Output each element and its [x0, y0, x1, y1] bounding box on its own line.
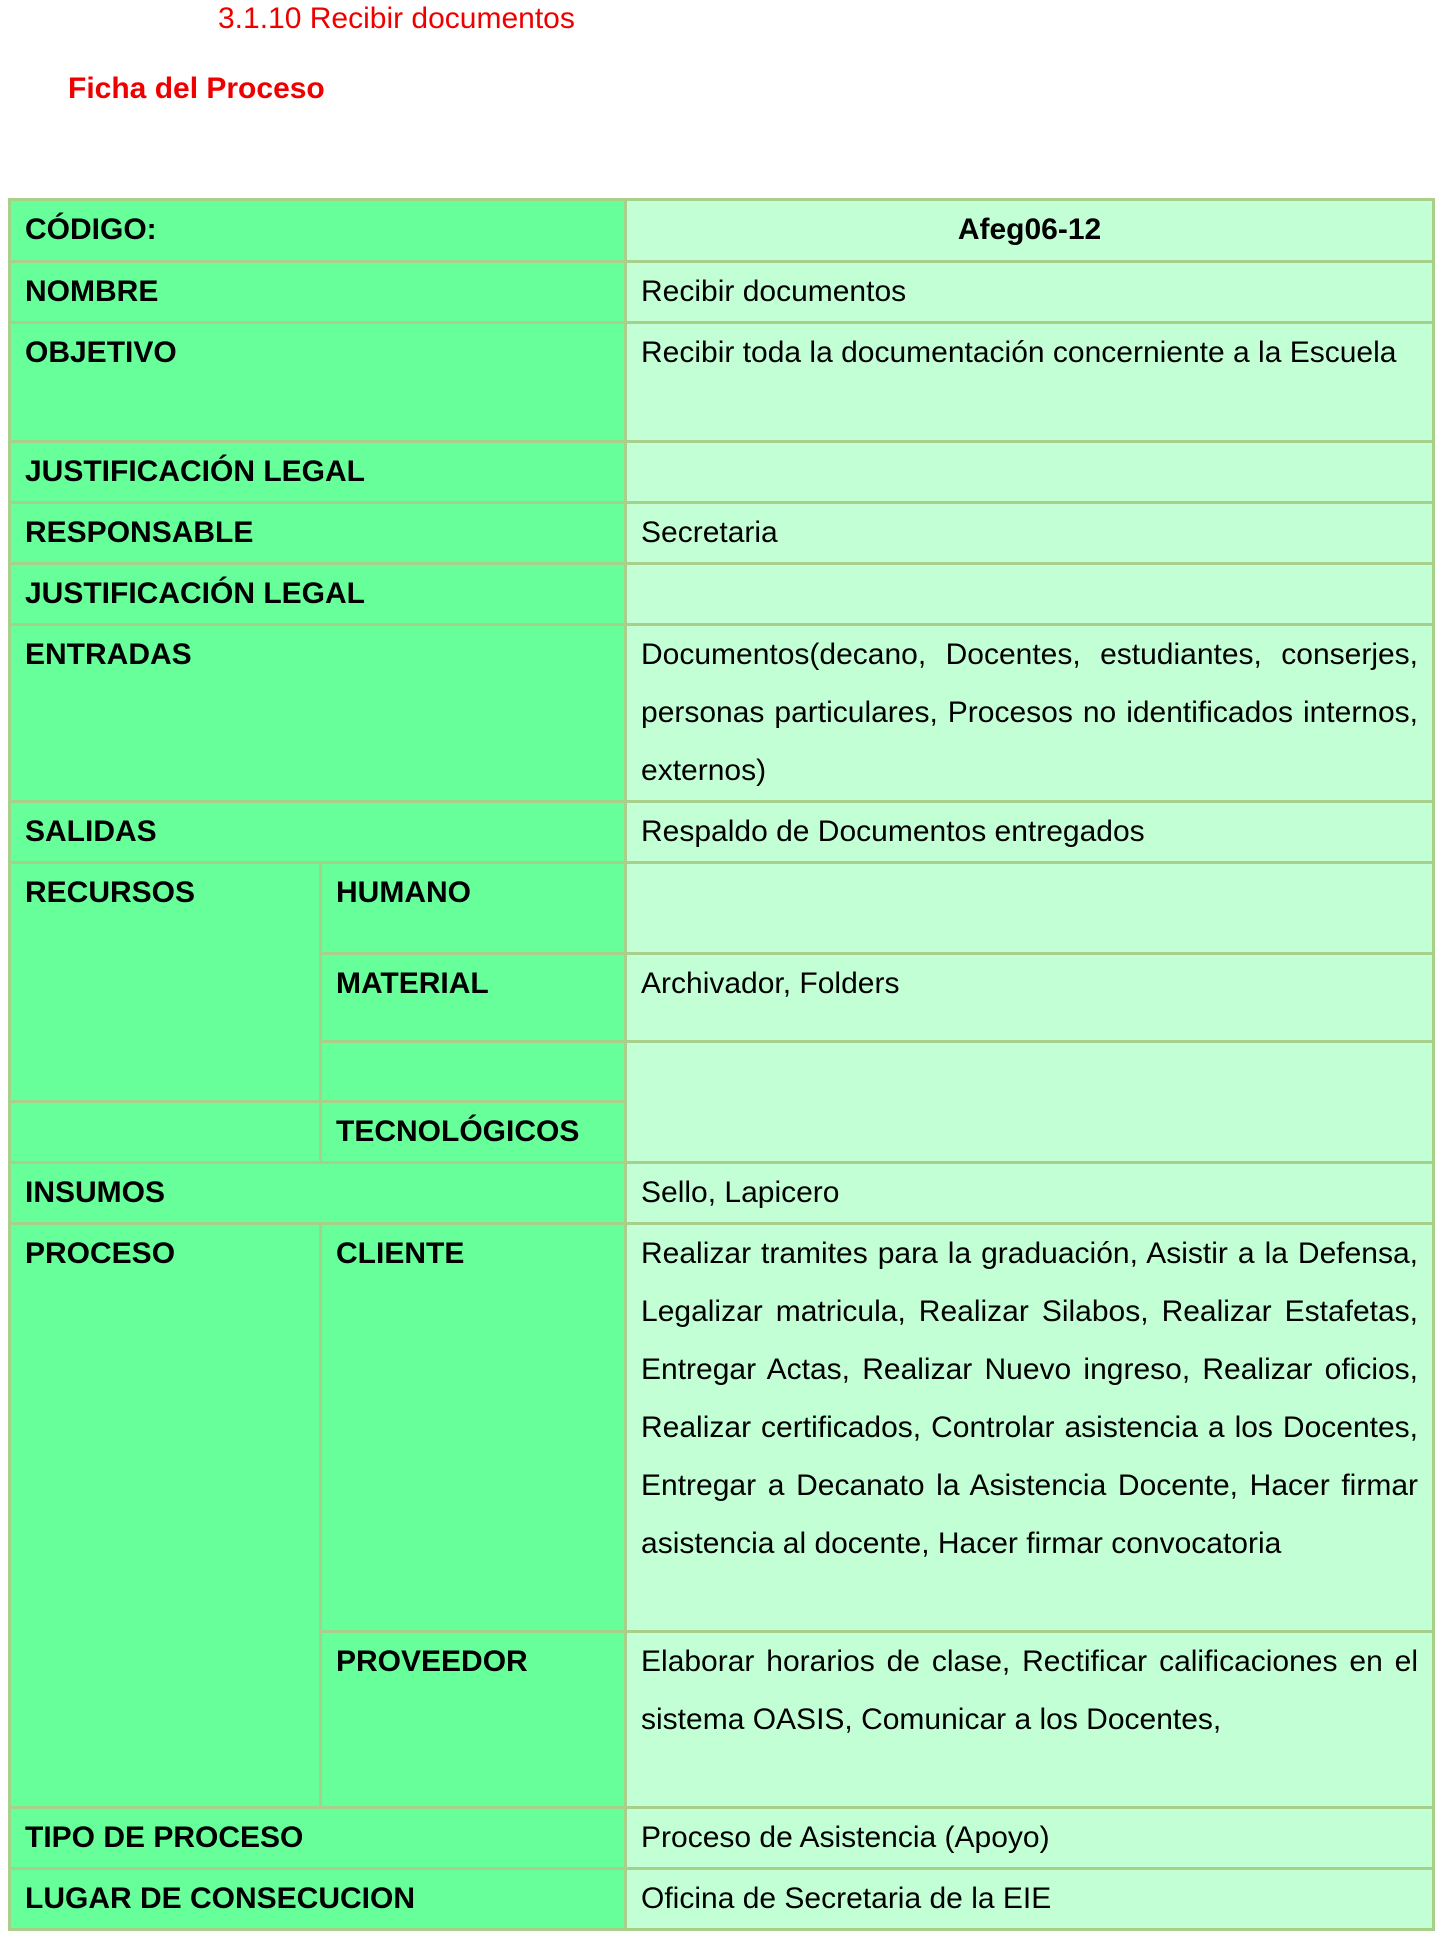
lugar-label: LUGAR DE CONSECUCION	[10, 1869, 626, 1930]
proveedor-value: Elaborar horarios de clase, Rectificar calificaciones en el sistema OASIS, Comunicar a los Docentes,	[626, 1632, 1434, 1808]
entradas-value: Documentos(decano, Docentes, estudiantes, conserjes, personas particulares, Procesos no identificados internos, externos)	[626, 625, 1434, 802]
responsable-label: RESPONSABLE	[10, 503, 626, 564]
objetivo-label: OBJETIVO	[10, 323, 626, 442]
row-entradas	[10, 625, 1434, 802]
justificacion-value	[626, 564, 1434, 625]
salidas-value: Respaldo de Documentos entregados	[626, 802, 1434, 863]
cliente-label: CLIENTE	[321, 1224, 626, 1632]
proveedor-label: PROVEEDOR	[321, 1632, 626, 1808]
humano-label: HUMANO	[321, 863, 626, 954]
tipo-proceso-label: TIPO DE PROCESO	[10, 1808, 626, 1869]
humano-value	[626, 863, 1434, 954]
responsable-value: Secretaria	[626, 503, 1434, 564]
row-objetivo	[10, 323, 1434, 442]
row-insumos	[10, 1163, 1434, 1224]
row-humano	[10, 863, 1434, 954]
row-codigo	[10, 200, 1434, 262]
nombre-value: Recibir documentos	[626, 262, 1434, 323]
tecnologicos-label: TECNOLÓGICOS	[321, 1102, 626, 1163]
row-salidas	[10, 802, 1434, 863]
lugar-value: Oficina de Secretaria de la EIE	[626, 1869, 1434, 1930]
row-lugar	[10, 1869, 1434, 1930]
recursos-label: RECURSOS	[10, 863, 321, 1102]
justificacion-label: JUSTIFICACIÓN LEGAL	[10, 564, 626, 625]
ficha-title: Ficha del Proceso	[68, 72, 325, 105]
process-sheet-table	[8, 198, 1435, 1931]
section-title: 3.1.10 Recibir documentos	[218, 2, 575, 35]
proceso-label: PROCESO	[10, 1224, 321, 1808]
empty-cell	[321, 1042, 626, 1102]
codigo-value: Afeg06-12	[626, 200, 1434, 262]
row-cliente	[10, 1224, 1434, 1632]
objetivo-value: Recibir toda la documentación concerniente a la Escuela	[626, 323, 1434, 442]
row-tipo-proceso	[10, 1808, 1434, 1869]
tipo-proceso-value: Proceso de Asistencia (Apoyo)	[626, 1808, 1434, 1869]
entradas-label: ENTRADAS	[10, 625, 626, 802]
row-justificacion-2	[10, 564, 1434, 625]
row-responsable	[10, 503, 1434, 564]
row-justificacion-1	[10, 442, 1434, 503]
material-label: MATERIAL	[321, 954, 626, 1042]
justificacion-label: JUSTIFICACIÓN LEGAL	[10, 442, 626, 503]
material-value: Archivador, Folders	[626, 954, 1434, 1042]
tecnologicos-value	[626, 1042, 1434, 1163]
codigo-label: CÓDIGO:	[10, 200, 626, 262]
cliente-value: Realizar tramites para la graduación, Asistir a la Defensa, Legalizar matricula, Realizar Silabos, Realizar Estafetas, Entregar Actas, Realizar Nuevo ingreso, Realizar oficios, Realizar certificados, Controlar asistencia a los Docentes, Entregar a Decanato la Asistencia Docente, Hacer firmar asistencia al docente, Hacer firmar convocatoria	[626, 1224, 1434, 1632]
nombre-label: NOMBRE	[10, 262, 626, 323]
insumos-value: Sello, Lapicero	[626, 1163, 1434, 1224]
empty-cell	[10, 1102, 321, 1163]
salidas-label: SALIDAS	[10, 802, 626, 863]
row-nombre	[10, 262, 1434, 323]
justificacion-value	[626, 442, 1434, 503]
insumos-label: INSUMOS	[10, 1163, 626, 1224]
